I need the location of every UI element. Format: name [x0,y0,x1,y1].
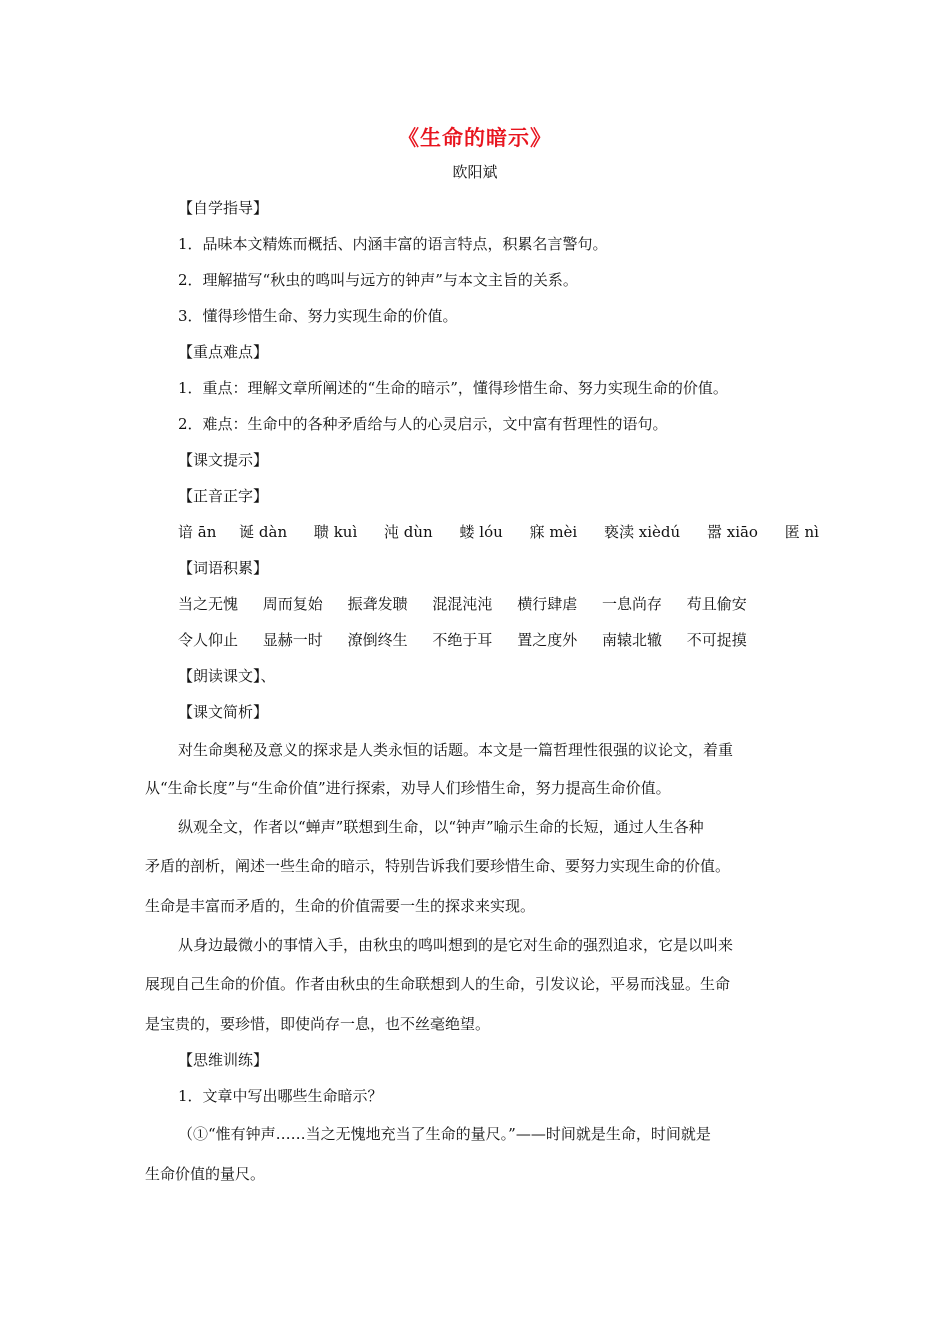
vocabulary-item: 潦倒终生 [347,631,408,649]
analysis-paragraph-3-line-3: 是宝贵的，要珍惜，即使尚存一息，也不丝毫绝望。 [145,1015,491,1033]
vocabulary-item: 横行肆虐 [517,595,578,613]
pronunciation-list [178,522,819,542]
pronunciation-item: 沌 dùn [384,523,433,541]
analysis-paragraph-2-line-2: 矛盾的剖析，阐述一些生命的暗示，特别告诉我们要珍惜生命、要努力实现生命的价值。 [145,857,731,875]
training-answer-1-line-1: （①“惟有钟声……当之无愧地充当了生命的量尺。”——时间就是生命，时间就是 [178,1125,711,1143]
vocabulary-row-1 [178,594,747,614]
heading-vocabulary: 【词语积累】 [178,559,269,577]
vocabulary-item: 当之无愧 [178,595,239,613]
analysis-paragraph-3-line-1: 从身边最微小的事情入手，由秋虫的鸣叫想到的是它对生命的强烈追求，它是以叫来 [178,936,734,954]
pronunciation-item: 匿 nì [784,523,819,541]
pronunciation-item: 嚣 xiāo [706,523,758,541]
self-study-item-3: 3．懂得珍惜生命、努力实现生命的价值。 [178,307,458,325]
vocabulary-item: 苟且偷安 [686,595,747,613]
vocabulary-item: 置之度外 [517,631,578,649]
heading-training: 【思维训练】 [178,1051,269,1069]
analysis-paragraph-2-line-3: 生命是丰富而矛盾的，生命的价值需要一生的探求来实现。 [145,897,536,915]
heading-key-points: 【重点难点】 [178,343,269,361]
analysis-paragraph-2-line-1: 纵观全文，作者以“蝉声”联想到生命，以“钟声”喻示生命的长短，通过人生各种 [178,818,704,836]
pronunciation-item: 诞 dàn [239,523,288,541]
pronunciation-item: 谙 ān [178,523,217,541]
heading-self-study: 【自学指导】 [178,199,269,217]
vocabulary-item: 一息尚存 [601,595,662,613]
heading-hints: 【课文提示】 [178,451,269,469]
key-point-item-1: 1．重点：理解文章所阐述的“生命的暗示”，懂得珍惜生命、努力实现生命的价值。 [178,379,728,397]
analysis-paragraph-1-line-2: 从“生命长度”与“生命价值”进行探索，劝导人们珍惜生命，努力提高生命价值。 [145,779,671,797]
key-point-item-2: 2．难点：生命中的各种矛盾给与人的心灵启示，文中富有哲理性的语句。 [178,415,668,433]
author-name: 欧阳斌 [452,163,498,181]
pronunciation-item: 亵渎 xièdú [604,523,681,541]
analysis-paragraph-3-line-2: 展现自己生命的价值。作者由秋虫的生命联想到人的生命，引发议论，平易而浅显。生命 [145,975,731,993]
heading-reading: 【朗读课文】、 [178,667,276,685]
analysis-paragraph-1-line-1: 对生命奥秘及意义的探求是人类永恒的话题。本文是一篇哲理性很强的议论文，着重 [178,741,734,759]
vocabulary-item: 不绝于耳 [432,631,493,649]
vocabulary-item: 振聋发聩 [347,595,408,613]
pronunciation-item: 聩 kuì [313,523,358,541]
vocabulary-item: 南辕北辙 [601,631,662,649]
vocabulary-item: 混混沌沌 [432,595,493,613]
training-question-1: 1．文章中写出哪些生命暗示？ [178,1087,383,1105]
vocabulary-item: 显赫一时 [262,631,323,649]
heading-analysis: 【课文简析】 [178,703,269,721]
self-study-item-1: 1．品味本文精炼而概括、内涵丰富的语言特点，积累名言警句。 [178,235,608,253]
document-title: 《生命的暗示》 [398,125,552,150]
training-answer-1-line-2: 生命价值的量尺。 [145,1165,266,1183]
vocabulary-item: 周而复始 [262,595,323,613]
pronunciation-item: 寐 mèi [529,523,578,541]
vocabulary-item: 令人仰止 [178,631,239,649]
vocabulary-row-2 [178,630,747,650]
self-study-item-2: 2．理解描写“秋虫的鸣叫与远方的钟声”与本文主旨的关系。 [178,271,578,289]
vocabulary-item: 不可捉摸 [686,631,747,649]
heading-pronunciation: 【正音正字】 [178,487,269,505]
pronunciation-item: 蝼 lóu [459,523,503,541]
